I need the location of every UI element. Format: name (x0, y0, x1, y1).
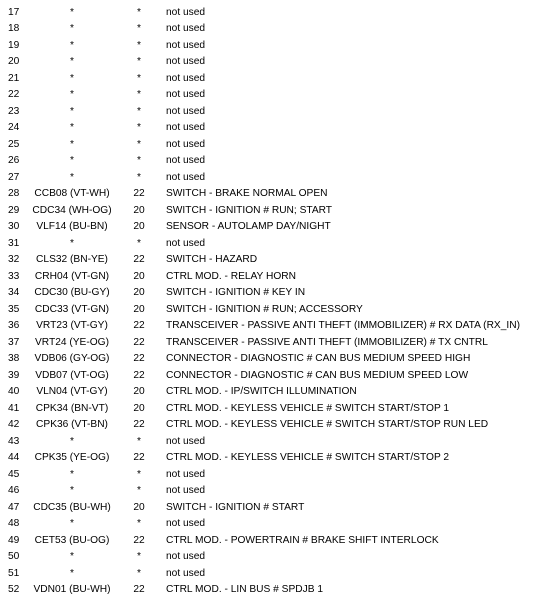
table-row (0, 533, 550, 550)
pin-number: 24 (8, 122, 20, 133)
table-row (0, 434, 550, 451)
wire-gauge: * (137, 23, 141, 34)
circuit-code: CDC33 (VT-GN) (34, 303, 110, 315)
circuit-code: VDB06 (GY-OG) (34, 353, 110, 364)
pin-number: 35 (8, 303, 20, 315)
table-row (0, 384, 550, 401)
pin-number: 48 (8, 518, 20, 529)
circuit-function: not used (166, 485, 206, 496)
table-row (0, 54, 550, 71)
circuit-code: * (70, 23, 74, 34)
pin-number: 17 (8, 6, 20, 18)
wire-gauge: 22 (133, 188, 145, 199)
pin-number: 21 (8, 72, 20, 84)
circuit-function: not used (166, 39, 206, 51)
circuit-code: VLF14 (BU-BN) (36, 221, 108, 232)
table-row (0, 38, 550, 55)
table-row (0, 269, 550, 286)
wire-gauge: * (137, 155, 141, 166)
circuit-code: CPK36 (VT-BN) (36, 419, 108, 430)
pin-number: 39 (8, 369, 20, 381)
circuit-code: CRH04 (VT-GN) (34, 270, 110, 282)
pin-number: 50 (8, 551, 20, 562)
table-row (0, 318, 550, 335)
circuit-function: not used (166, 567, 206, 579)
circuit-function: not used (166, 23, 206, 34)
circuit-function: not used (166, 138, 206, 150)
wire-gauge: 22 (133, 584, 145, 595)
circuit-code: CLS32 (BN-YE) (36, 254, 108, 265)
circuit-code: * (70, 468, 74, 480)
circuit-code: CET53 (BU-OG) (34, 534, 110, 546)
wire-gauge: * (137, 435, 141, 447)
table-row (0, 467, 550, 484)
pin-number: 49 (8, 534, 20, 546)
wire-gauge: 20 (133, 204, 145, 216)
table-row (0, 351, 550, 368)
table-row (0, 21, 550, 38)
pin-number: 45 (8, 468, 20, 480)
circuit-function: not used (166, 518, 206, 529)
pin-number: 38 (8, 353, 20, 364)
table-row (0, 285, 550, 302)
pin-number: 26 (8, 155, 20, 166)
pin-number: 20 (8, 56, 20, 67)
table-row (0, 170, 550, 187)
wire-gauge: * (137, 39, 141, 51)
circuit-function: not used (166, 435, 206, 447)
table-row (0, 302, 550, 319)
circuit-function: not used (166, 105, 206, 117)
table-row (0, 153, 550, 170)
wire-gauge: * (137, 89, 141, 100)
table-row (0, 516, 550, 533)
pin-number: 29 (8, 204, 20, 216)
circuit-code: * (70, 435, 74, 447)
wire-gauge: * (137, 518, 141, 529)
circuit-function: CTRL MOD. - KEYLESS VEHICLE # SWITCH START/STOP RUN LED (166, 419, 489, 430)
circuit-function: SWITCH - BRAKE NORMAL OPEN (166, 188, 328, 199)
circuit-code: * (70, 171, 74, 183)
pin-number: 41 (8, 402, 20, 414)
table-row (0, 137, 550, 154)
wire-gauge: 22 (133, 534, 145, 546)
table-row (0, 104, 550, 121)
wire-gauge: * (137, 122, 141, 133)
circuit-code: CCB08 (VT-WH) (34, 188, 110, 199)
circuit-function: TRANSCEIVER - PASSIVE ANTI THEFT (IMMOBILIZER) # TX CNTRL (166, 336, 488, 348)
circuit-code: VLN04 (VT-GY) (36, 386, 108, 397)
pin-number: 27 (8, 171, 20, 183)
wire-gauge: * (137, 468, 141, 480)
pin-number: 44 (8, 452, 20, 463)
wire-gauge: 20 (133, 501, 145, 513)
pin-number: 22 (8, 89, 20, 100)
pin-number: 42 (8, 419, 20, 430)
circuit-code: * (70, 122, 74, 133)
circuit-code: * (70, 56, 74, 67)
circuit-function: not used (166, 155, 206, 166)
circuit-function: CONNECTOR - DIAGNOSTIC # CAN BUS MEDIUM SPEED HIGH (166, 353, 471, 364)
circuit-function: CTRL MOD. - POWERTRAIN # BRAKE SHIFT INTERLOCK (166, 534, 439, 546)
circuit-code: * (70, 237, 74, 249)
wire-gauge: 22 (133, 254, 145, 265)
wire-gauge: 22 (133, 353, 145, 364)
wire-gauge: 20 (133, 270, 145, 282)
table-row (0, 566, 550, 583)
wire-gauge: * (137, 138, 141, 150)
table-row (0, 417, 550, 434)
pin-number: 30 (8, 221, 20, 232)
circuit-function: CTRL MOD. - KEYLESS VEHICLE # SWITCH START/STOP 1 (166, 402, 450, 414)
circuit-code: VRT23 (VT-GY) (36, 320, 108, 331)
wire-gauge: 20 (133, 402, 145, 414)
table-row (0, 5, 550, 22)
circuit-function: SWITCH - IGNITION # START (166, 501, 305, 513)
circuit-code: * (70, 551, 74, 562)
pin-number: 46 (8, 485, 20, 496)
pin-number: 25 (8, 138, 20, 150)
table-row (0, 236, 550, 253)
pin-number: 31 (8, 237, 20, 249)
wire-gauge: 22 (133, 336, 145, 348)
circuit-code: CPK34 (BN-VT) (35, 402, 109, 414)
pin-number: 52 (8, 584, 20, 595)
table-row (0, 450, 550, 467)
circuit-function: CTRL MOD. - KEYLESS VEHICLE # SWITCH START/STOP 2 (166, 452, 450, 463)
circuit-code: VRT24 (YE-OG) (35, 336, 109, 348)
wire-gauge: * (137, 551, 141, 562)
wire-gauge: 20 (133, 221, 145, 232)
pin-number: 23 (8, 105, 20, 117)
circuit-code: CPK35 (YE-OG) (34, 452, 110, 463)
circuit-function: SWITCH - IGNITION # RUN; ACCESSORY (166, 303, 363, 315)
wire-gauge: * (137, 237, 141, 249)
table-row (0, 252, 550, 269)
pin-number: 19 (8, 39, 20, 51)
table-row (0, 335, 550, 352)
circuit-code: * (70, 6, 74, 18)
wire-gauge: * (137, 567, 141, 579)
circuit-function: not used (166, 72, 206, 84)
pin-number: 36 (8, 320, 20, 331)
circuit-code: VDB07 (VT-OG) (35, 369, 109, 381)
circuit-code: * (70, 39, 74, 51)
table-row (0, 71, 550, 88)
circuit-code: * (70, 155, 74, 166)
table-row (0, 87, 550, 104)
circuit-code: * (70, 105, 74, 117)
circuit-function: TRANSCEIVER - PASSIVE ANTI THEFT (IMMOBILIZER) # RX DATA (RX_IN) (166, 320, 520, 331)
pin-number: 18 (8, 23, 20, 34)
table-row (0, 549, 550, 566)
circuit-code: * (70, 138, 74, 150)
table-row (0, 500, 550, 517)
circuit-code: * (70, 72, 74, 84)
circuit-function: not used (166, 468, 206, 480)
wire-gauge: 22 (133, 419, 145, 430)
table-row (0, 120, 550, 137)
circuit-function: SENSOR - AUTOLAMP DAY/NIGHT (166, 221, 331, 232)
table-row (0, 203, 550, 220)
circuit-code: * (70, 567, 74, 579)
table-row (0, 483, 550, 500)
pin-number: 43 (8, 435, 20, 447)
circuit-function: not used (166, 237, 206, 249)
wire-gauge: 22 (133, 452, 145, 463)
circuit-function: not used (166, 171, 206, 183)
circuit-code: CDC35 (BU-WH) (33, 501, 111, 513)
circuit-function: SWITCH - IGNITION # RUN; START (166, 204, 333, 216)
circuit-function: not used (166, 551, 206, 562)
wire-gauge: * (137, 485, 141, 496)
circuit-code: * (70, 518, 74, 529)
circuit-function: not used (166, 122, 206, 133)
wire-gauge: 20 (133, 287, 145, 298)
wire-gauge: 22 (133, 320, 145, 331)
wire-gauge: * (137, 6, 141, 18)
pin-number: 33 (8, 270, 20, 282)
wire-gauge: 20 (133, 386, 145, 397)
circuit-function: not used (166, 56, 206, 67)
circuit-function: not used (166, 89, 206, 100)
circuit-function: CTRL MOD. - IP/SWITCH ILLUMINATION (166, 386, 357, 397)
circuit-function: not used (166, 6, 206, 18)
wire-gauge: * (137, 105, 141, 117)
table-row (0, 219, 550, 236)
circuit-function: SWITCH - IGNITION # KEY IN (166, 287, 306, 298)
table-row (0, 582, 550, 599)
table-row (0, 401, 550, 418)
circuit-function: SWITCH - HAZARD (166, 254, 258, 265)
circuit-function: CTRL MOD. - LIN BUS # SPDJB 1 (166, 584, 323, 595)
wire-gauge: 20 (133, 303, 145, 315)
circuit-code: CDC30 (BU-GY) (34, 287, 110, 298)
pin-number: 32 (8, 254, 20, 265)
pin-number: 37 (8, 336, 20, 348)
pin-number: 40 (8, 386, 20, 397)
wire-gauge: * (137, 171, 141, 183)
pin-number: 28 (8, 188, 20, 199)
table-row (0, 186, 550, 203)
circuit-code: CDC34 (WH-OG) (32, 204, 112, 216)
circuit-function: CTRL MOD. - RELAY HORN (166, 270, 296, 282)
circuit-code: VDN01 (BU-WH) (33, 584, 111, 595)
wire-gauge: 22 (133, 369, 145, 381)
pin-number: 47 (8, 501, 20, 513)
pin-number: 34 (8, 287, 20, 298)
circuit-function: CONNECTOR - DIAGNOSTIC # CAN BUS MEDIUM SPEED LOW (166, 369, 469, 381)
table-row (0, 368, 550, 385)
wire-gauge: * (137, 56, 141, 67)
pin-number: 51 (8, 567, 20, 579)
circuit-code: * (70, 485, 74, 496)
wire-gauge: * (137, 72, 141, 84)
circuit-code: * (70, 89, 74, 100)
